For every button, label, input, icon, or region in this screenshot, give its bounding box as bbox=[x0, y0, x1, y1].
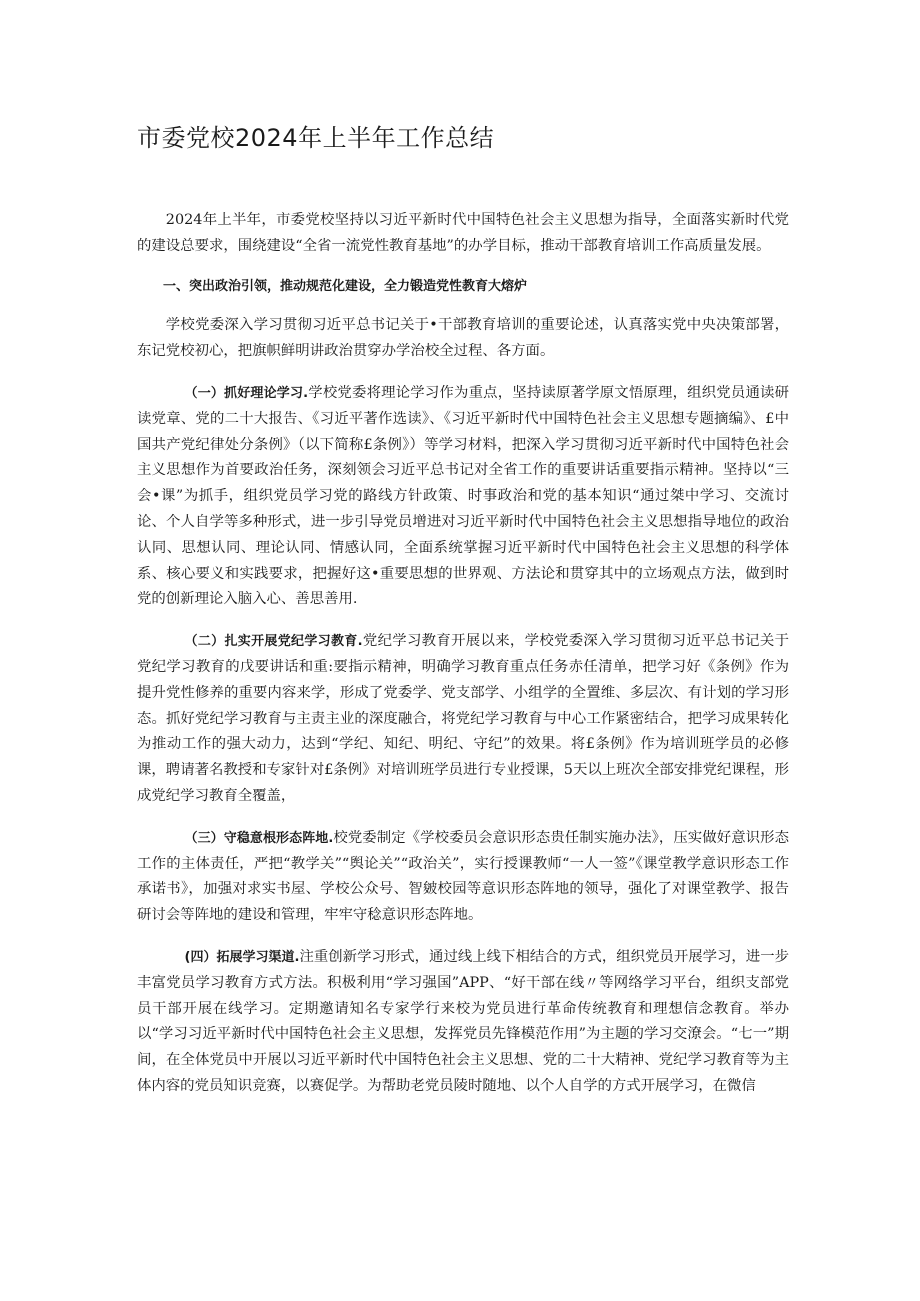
document-body bbox=[137, 208, 789, 1100]
item-lead: （三）守稳意根形态阵地. bbox=[184, 830, 334, 846]
item-paragraph-2 bbox=[137, 629, 789, 810]
section-heading: 一、突出政治引领，推动规范化建设，全力锻造党性教育大熔炉 bbox=[163, 278, 528, 294]
section-paragraph: 学校党委深入学习贯彻习近平总书记关于•干部教育培训的重要论述，认真落实党中央决策部署，东记党校初心，把旗帜鲜明讲政治贯穿办学治校全过程、各方面。 bbox=[137, 317, 789, 360]
item-lead: （一）抓好理论学习. bbox=[184, 385, 309, 401]
item-paragraph-1 bbox=[137, 381, 789, 613]
item-lead: （二）扎实开展党纪学习教育. bbox=[184, 634, 363, 650]
item-text: 党纪学习教育开展以来，学校党委深入学习贯彻习近平总书记关于党纪学习教育的戊要讲话和重:要指示精神，明确学习教育重点任务赤任清单，把学习好《条例》作为提升党性修养的重要内容来学，形成了党委学、党支部学、小组学的全置维、多层次、有计划的学习形态。抓好党纪学习教育与主责主业的深度融合，将党纪学习教育与中心工作紧密结合，把学习成果转化为推动工作的强大动力，达到“学纪、知纪、明纪、守纪”的效果。将£条例》作为培训班学员的必修课，聘请著名教授和专家针对£条例》对培训班学员进行专业授课，5天以上班次全部安排党纪课程，形成党纪学习教育全覆盖， bbox=[137, 633, 789, 804]
item-text: 校党委制定《学校委员会意识形态贵任制实施办法》，压实做好意识形态工作的主体责任，严把“教学关”“舆论关”“政治关”，实行授课教师“一人一签”《课堂教学意识形态工作承诺书》，加强对求实书屋、学校公众号、智皴校园等意识形态阵地的领导，强化了对课堂教学、报告研讨会等阵地的建设和管理，牢牢守稔意识形态阵地。 bbox=[137, 829, 789, 924]
item-text: 注重创新学习形式，通过线上线下相结合的方式，组织党员开展学习，进一步丰富党员学习教育方式方法。积极利用“学习强国”APP、“好干部在线〃等网络学习平台，组织支部党员干部开展在线学习。定期邀请知名专家学行来校为党员进行革命传统教育和理想信念教育。举办以“学习习近平新时代中国特色社会主义思想，发挥党员先锋模范作用”为主题的学习交潦会。“七一”期间，在全体党员中开展以习近平新时代中国特色社会主义思想、党的二十大精神、党纪学习教育等为主体内容的党员知识竞赛，以赛促学。为帮助老党员陵时随地、以个人自学的方式开展学习，在微信 bbox=[137, 948, 789, 1094]
item-paragraph-4 bbox=[137, 945, 789, 1100]
document-title: 市委党校2024年上半年工作总结 bbox=[137, 124, 495, 152]
intro-paragraph: 2024年上半年，市委党校坚持以习近平新时代中国特色社会主义思想为指导，全面落实新时代党的建设总要求，围绕建设“全省一流党性教育基地”的办学目标，推动干部教育培训工作高质量发展。 bbox=[137, 212, 789, 254]
item-paragraph-3 bbox=[137, 826, 789, 929]
item-lead: (四）拓展学习渠道. bbox=[184, 949, 300, 965]
item-text: 学校党委将理论学习作为重点，坚持读原著学原文悟原理，组织党员通读研读党章、党的二十大报告、《习近平著作选读》、《习近平新时代中国特色社会主义思想专题摘编》、£中国共产党纪律处分条例》（以下简称£条例》）等学习材料，把深入学习贯彻习近平新时代中国特色社会主义思想作为首要政治任务，深刻领会习近平总书记对全省工作的重要讲话重要指示精神。坚持以“三会•课”为抓手，组织党员学习党的路线方针政策、时事政治和党的基本知识“通过桀中学习、交流讨论、个人自学等多种形式，进一步引导党员增进对习近平新时代中国特色社会主义思想指导地位的政治认同、思想认同、理论认同、情感认同，全面系统掌握习近平新时代中国特色社会主义思想的科学体系、核心要义和实践要求，把握好这•重要思想的世界观、方法论和贯穿其中的立场观点方法，做到时党的创新理论入脑入心、善思善用. bbox=[137, 384, 789, 608]
